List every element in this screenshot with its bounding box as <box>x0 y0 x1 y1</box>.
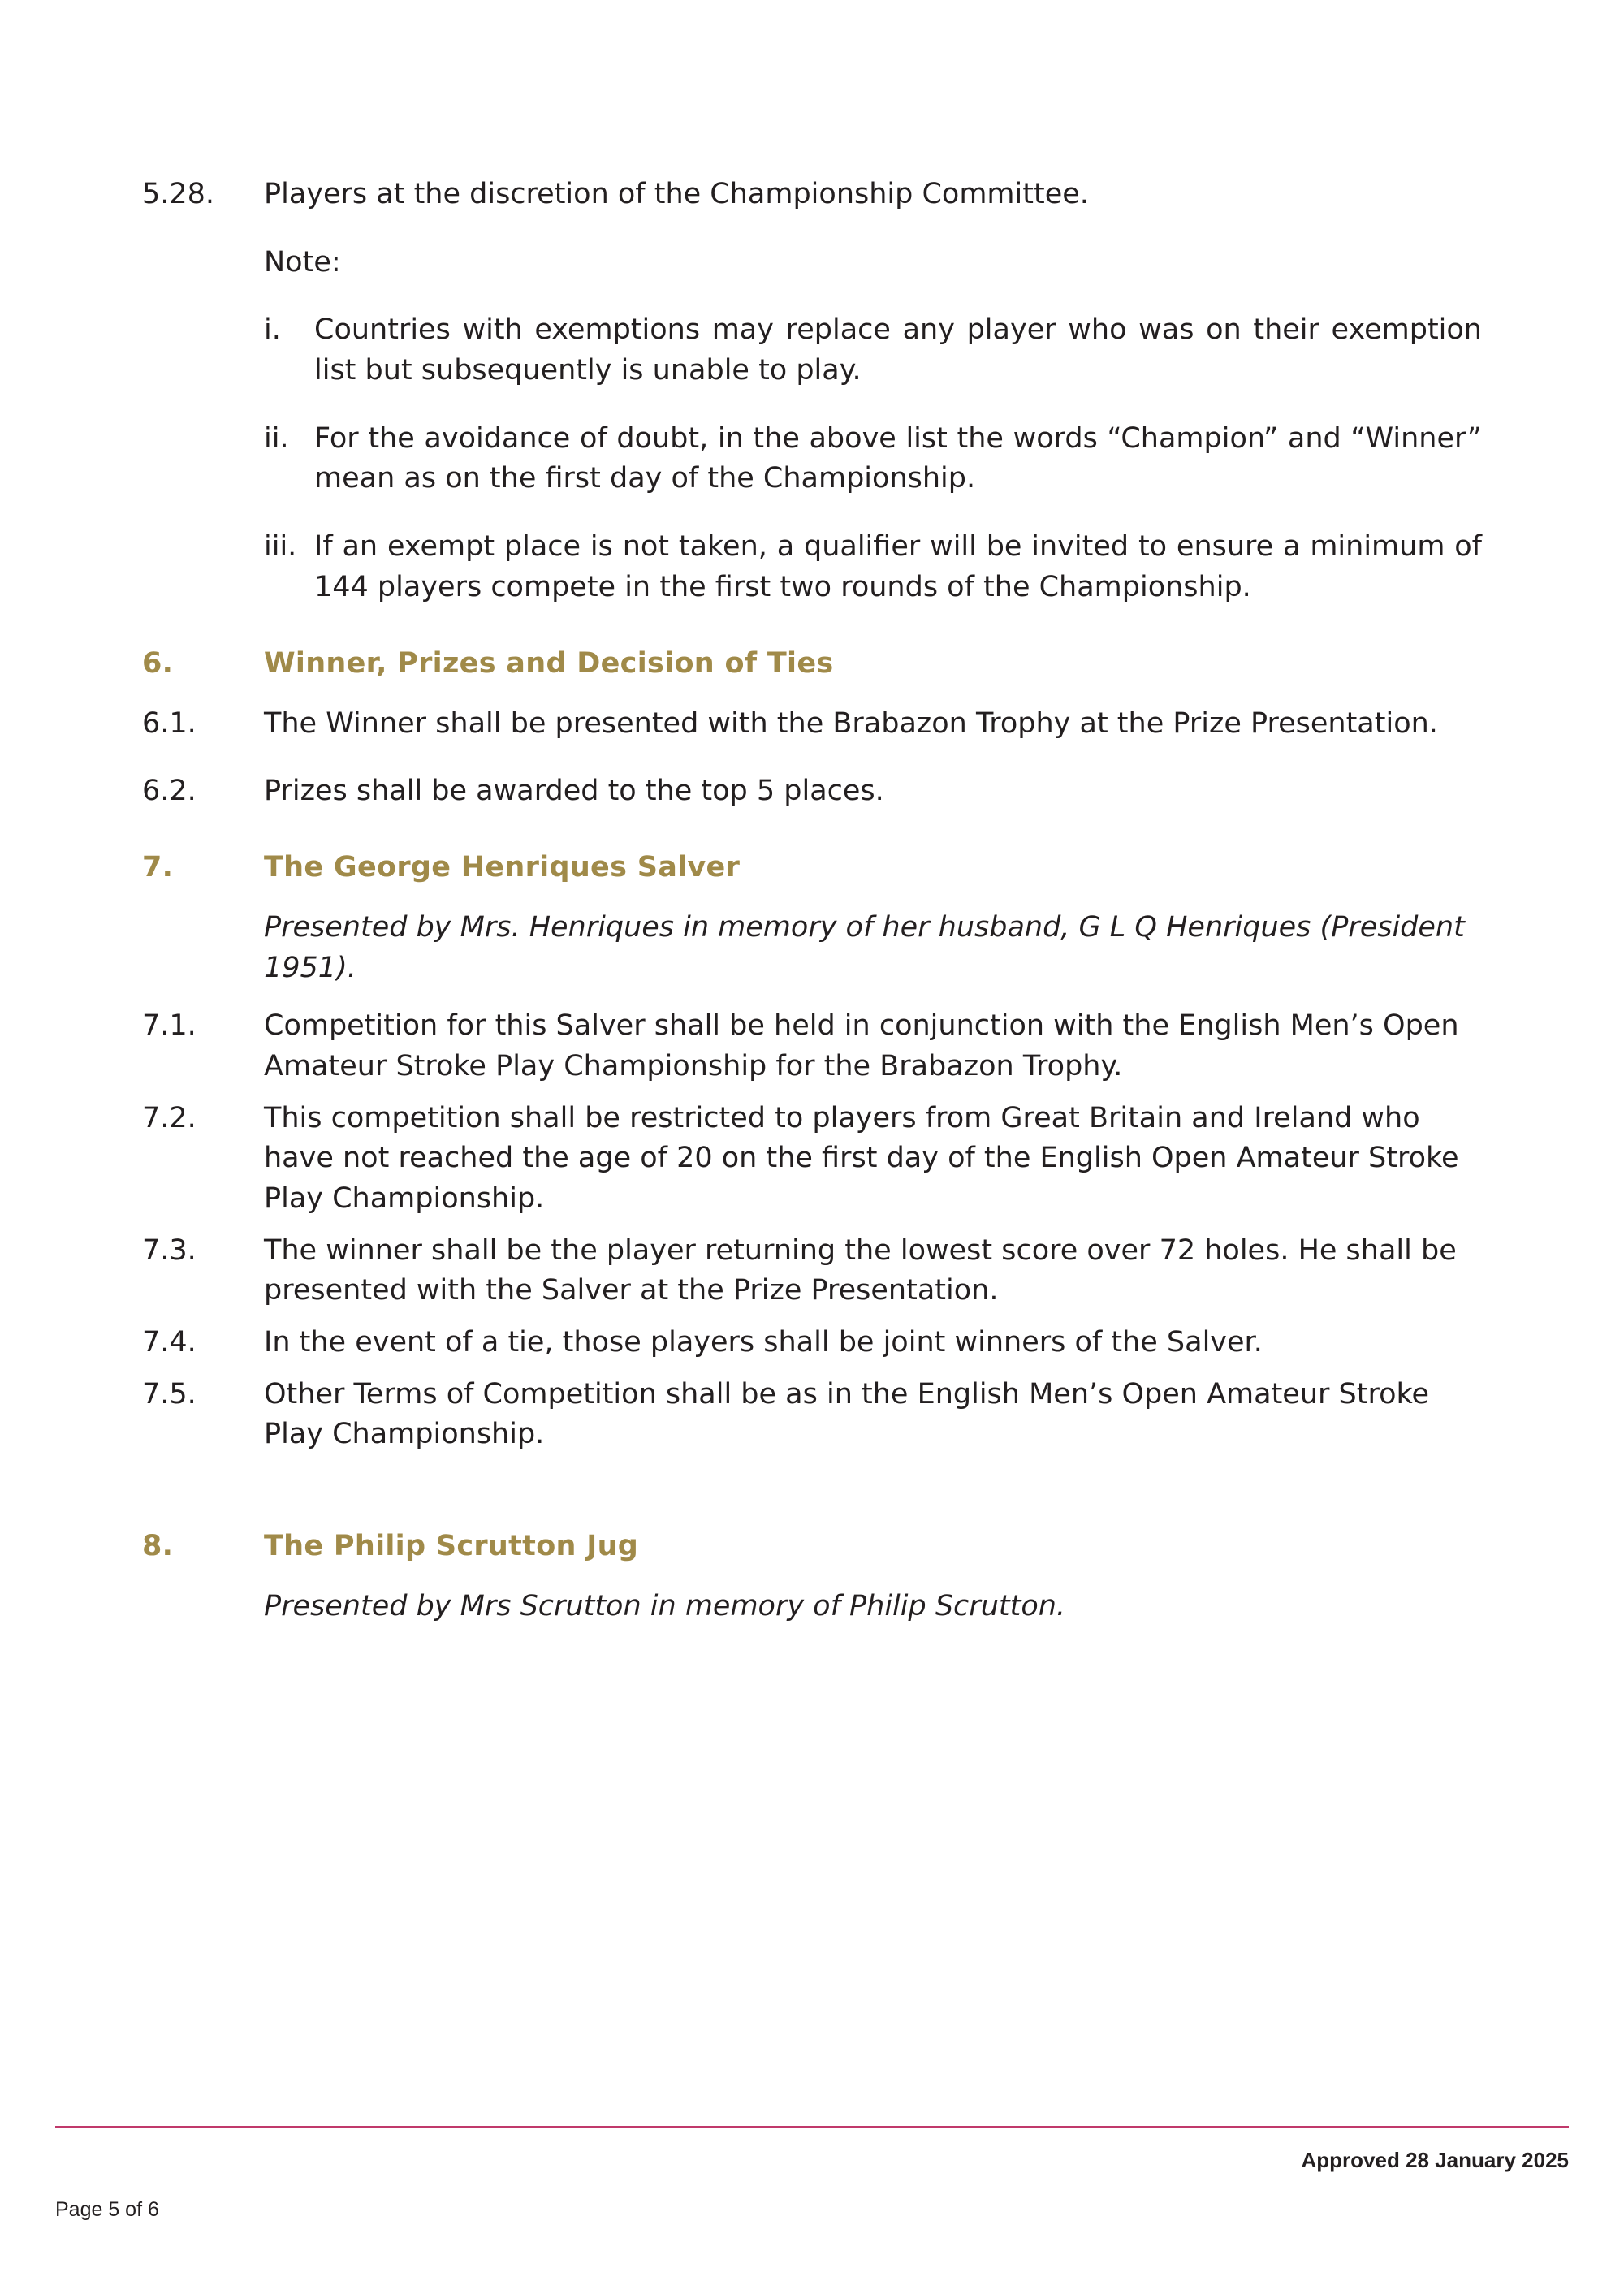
document-content <box>142 175 1482 1645</box>
note-text: If an exempt place is not taken, a qualifier will be invited to ensure a minimum of 144 players compete in the first two rounds of the Championship. <box>314 530 1482 603</box>
section-heading-7 <box>142 851 1482 883</box>
clause-number: 7.3. <box>142 1233 197 1267</box>
clause-text: The Winner shall be presented with the Brabazon Trophy at the Prize Presentation. <box>264 706 1438 740</box>
section-number: 8. <box>142 1530 174 1563</box>
footer-page-number: Page 5 of 6 <box>55 2198 159 2221</box>
clause-number: 7.5. <box>142 1377 197 1411</box>
note-item-iii <box>264 527 1482 607</box>
section-number: 7. <box>142 850 174 883</box>
clause-6-2 <box>142 771 1482 812</box>
section-8-subtitle-row <box>142 1587 1482 1627</box>
clause-text: This competition shall be restricted to players from Great Britain and Ireland who have not reached the age of 20 on the first day of the English Open Amateur Stroke Play Championship. <box>264 1101 1459 1215</box>
clause-7-4 <box>142 1323 1482 1363</box>
clause-7-3 <box>142 1231 1482 1311</box>
clause-text: In the event of a tie, those players shall be joint winners of the Salver. <box>264 1326 1263 1359</box>
clause-number: 7.2. <box>142 1101 197 1134</box>
clause-text: The winner shall be the player returning the lowest score over 72 holes. He shall be presented with the Salver at the Prize Presentation. <box>264 1233 1457 1307</box>
section-number: 6. <box>142 646 174 680</box>
clause-number: 6.2. <box>142 775 197 808</box>
footer-divider <box>55 2126 1569 2128</box>
clause-number: 6.1. <box>142 706 197 740</box>
section-title: Winner, Prizes and Decision of Ties <box>264 646 834 680</box>
section-7-subtitle-row <box>142 908 1482 988</box>
section-subtitle: Presented by Mrs. Henriques in memory of her husband, G L Q Henriques (President 1951). <box>264 910 1465 984</box>
section-heading-6 <box>142 647 1482 680</box>
note-marker: iii. <box>264 530 297 564</box>
note-text: For the avoidance of doubt, in the above list the words “Champion” and “Winner” mean as on the first day of the Championship. <box>314 421 1482 495</box>
clause-5-28 <box>142 175 1482 215</box>
note-label: Note: <box>264 245 341 279</box>
clause-7-2 <box>142 1099 1482 1220</box>
footer-approved-date: Approved 28 January 2025 <box>1301 2148 1569 2172</box>
clause-number: 7.1. <box>142 1009 197 1043</box>
note-marker: ii. <box>264 421 289 455</box>
clause-text: Competition for this Salver shall be held in conjunction with the English Men’s Open Amateur Stroke Play Championship for the Brabazon Trophy. <box>264 1009 1459 1082</box>
clause-number: 5.28. <box>142 178 215 210</box>
clause-number: 7.4. <box>142 1326 197 1359</box>
clause-7-1 <box>142 1006 1482 1087</box>
note-item-i <box>264 310 1482 391</box>
note-label-row <box>142 243 1482 283</box>
page-footer <box>55 2148 1569 2262</box>
note-item-ii <box>264 419 1482 499</box>
clause-text: Other Terms of Competition shall be as in the English Men’s Open Amateur Stroke Play Championship. <box>264 1377 1430 1451</box>
clause-6-1 <box>142 704 1482 745</box>
section-title: The George Henriques Salver <box>264 850 741 883</box>
section-title: The Philip Scrutton Jug <box>264 1530 639 1563</box>
clause-7-5 <box>142 1375 1482 1455</box>
section-heading-8 <box>142 1530 1482 1562</box>
clause-text: Players at the discretion of the Championship Committee. <box>264 178 1089 210</box>
section-subtitle: Presented by Mrs Scrutton in memory of Philip Scrutton. <box>264 1590 1066 1623</box>
note-text: Countries with exemptions may replace any player who was on their exemption list but subsequently is unable to play. <box>314 313 1482 387</box>
note-marker: i. <box>264 313 281 347</box>
clause-text: Prizes shall be awarded to the top 5 places. <box>264 775 884 808</box>
